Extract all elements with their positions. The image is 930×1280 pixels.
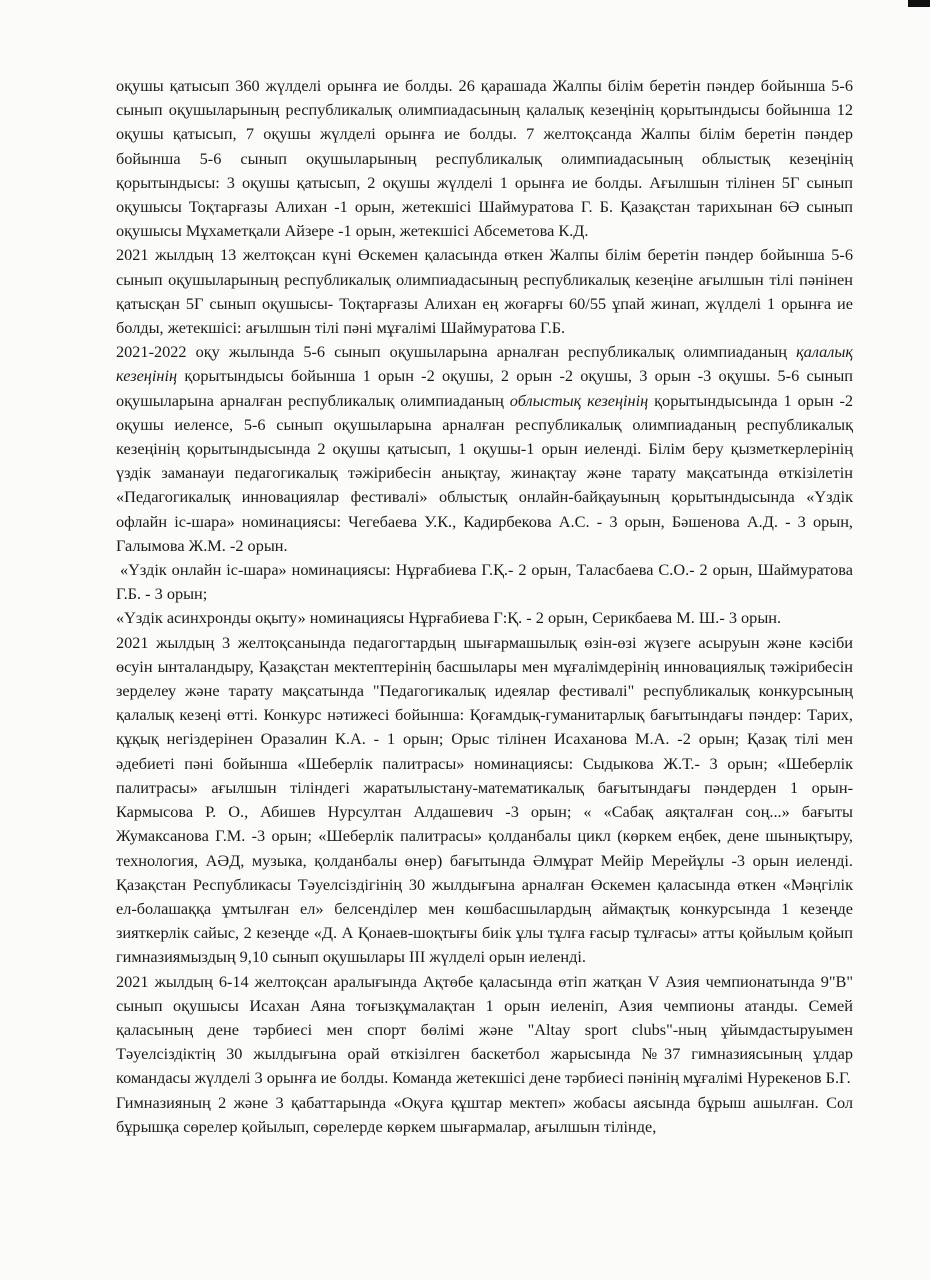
italic-text-run: қалалық кезеңінің — [116, 342, 853, 386]
text-run: «Үздік онлайн іс-шара» номинациясы: Нұрғабиева Г.Қ.- 2 орын, Таласбаева С.О.- 2 орын, Шаймуратова Г.Б. - 3 орын; — [116, 560, 853, 604]
text-run: 2021-2022 оқу жылында 5-6 сынып оқушыларына арналған республикалық олимпиаданың — [116, 342, 797, 362]
text-run: 2021 жылдың 6-14 желтоқсан аралығында Ақтөбе қаласында өтіп жатқан V Азия чемпионатында 9"В" сынып оқушысы Исахан Аяна тоғызқұмалақтан 1 орын иеленіп, Азия чемпионы атанды. Семей қаласының дене тәрбиесі мен спорт бөлімі және "Altay sport clubs"-ның ұйымдастыруымен Тәуелсіздіктің 30 жылдығына орай өткізілген баскетбол жарысында №37 гимназиясының ұлдар командасы жүлделі 3 орынға ие болды. Команда жетекшісі дене тәрбиесі пәнінің мұғалімі Нурекенов Б.Г. — [116, 971, 853, 1088]
document-page — [116, 74, 853, 1139]
italic-text-run: облыстық кезеңінің — [509, 390, 649, 410]
text-run: 2021 жылдың 13 желтоқсан күні Өскемен қаласында өткен Жалпы білім беретін пәндер бойынша 5-6 сынып оқушыларының республикалық олимпиадасының республикалық кезеңіне ағылшын тілі пәнінен қатысқан 5Г сынып оқушысы- Тоқтарғазы Алихан ең жоғарғы 60/55 ұпай жинап, жүлделі 1 орынға ие болды, жетекшісі: ағылшын тілі пәні мұғалімі Шаймуратова Г.Б. — [116, 245, 853, 338]
paragraph-ideas-festival — [116, 631, 853, 970]
paragraph-olympiad-results — [116, 74, 853, 243]
text-run: қорытындысында 1 орын -2 оқушы иеленсе, 5-6 сынып оқушыларына арналған республикалық олимпиаданың республикалық кезеңінің қорытындысында 2 оқушы қатысып, 1 оқушы-1 орын иеленді. Білім беру қызметкерлерінің үздік заманауи педагогикалық тәжірибесін анықтау, жинақтау және тарату мақсатында өткізілетін «Педагогикалық инновациялар фестивалі» облыстық онлайн-байқауының қорытындысында «Үздік офлайн іс-шара» номинациясы: Чегебаева У.К., Кадирбекова А.С. - 3 орын, Бәшенова А.Д. - 3 орын, Галымова Ж.М. -2 орын. — [116, 390, 854, 555]
paragraph-republican-stage — [116, 243, 853, 340]
paragraph-online-event-nomination — [116, 558, 853, 606]
paragraph-async-nomination — [116, 606, 853, 630]
text-run: «Үздік асинхронды оқыту» номинациясы Нұрғабиева Г:Қ. - 2 орын, Серикбаева М. Ш.- 3 орын. — [116, 608, 782, 628]
paragraph-2021-2022-results — [116, 340, 853, 558]
scan-corner-mark — [908, 0, 930, 7]
paragraph-reading-corner — [116, 1091, 853, 1139]
text-run: қорытындысы бойынша 1 орын -2 оқушы, 2 орын -2 оқушы, 3 орын -3 оқушы. 5-6 сынып оқушыларына арналған республикалық олимпиаданың — [116, 366, 853, 410]
text-run: оқушы қатысып 360 жүлделі орынға ие болды. 26 қарашада Жалпы білім беретін пәндер бойынша 5-6 сынып оқушыларының республикалық олимпиадасының қалалық кезеңінің қорытындысы бойынша 12 оқушы қатысып, 7 оқушы жүлделі орынға ие болды. 7 желтоқсанда Жалпы білім беретін пәндер бойынша 5-6 сынып оқушыларының республикалық олимпиадасының облыстық кезеңінің қорытындысы: 3 оқушы қатысып, 2 оқушы жүлделі 1 орынға ие болды. Ағылшын тілінен 5Г сынып оқушысы Тоқтарғазы Алихан -1 орын, жетекшісі Шаймуратова Г. Б. Қазақстан тарихынан 6Ә сынып оқушысы Мұхаметқали Айзере -1 орын, жетекшісі Абсеметова К.Д. — [116, 76, 853, 241]
text-run: Гимназияның 2 және 3 қабаттарында «Оқуға құштар мектеп» жобасы аясында бұрыш ашылған. Сол бұрышқа сөрелер қойылып, сөрелерде көркем шығармалар, ағылшын тілінде, — [116, 1092, 853, 1136]
paragraph-asia-championship — [116, 970, 853, 1091]
text-run: 2021 жылдың 3 желтоқсанында педагогтардың шығармашылық өзін-өзі жүзеге асыруын және кәсіби өсуін ынталандыру, Қазақстан мектептерінің басшылары мен мұғалімдерінің инновациялық тәжірибесін зерделеу және тарату мақсатында "Педагогикалық идеялар фестивалі" республикалық конкурсының қалалық кезеңі өтті. Конкурс нәтижесі бойынша: Қоғамдық-гуманитарлық бағытындағы пәндер: Тарих, құқық негіздерінен Оразалин К.А. - 1 орын; Орыс тілінен Исаханова М.А. -2 орын; Қазақ тілі мен әдебиеті пәні бойынша «Шеберлік палитрасы» номинациясы: Сыдыкова Ж.Т.- 3 орын; «Шеберлік палитрасы» ағылшын тіліндегі жаратылыстану-математикалық бағытындағы пәндерден 1 орын- Кармысова Р. О., Абишев Нурсултан Алдашевич -3 орын; « «Сабақ аяқталған соң...» бағыты Жумаксанова Г.М. -3 орын; «Шеберлік палитрасы» қолданбалы цикл (көркем еңбек, дене шынықтыру, технология, АӘД, музыка, қолданбалы өнер) бағытында Әлмұрат Мейір Мерейұлы -3 орын иеленді. Қазақстан Республикасы Тәуелсіздігінің 30 жылдығына арналған Өскемен қаласында өткен «Мәңгілік ел-болашаққа ұмтылған ел» белсенділер мен көшбасшылардың аймақтық конкурсында 1 кезеңде зияткерлік сайыс, 2 кезеңде «Д. А Қонаев-шоқтығы биік ұлы тұлға ғасыр тұлғасы» атты қойылым қойып гимназиямыздың 9,10 сынып оқушылары ІІІ жүлделі орын иеленді. — [116, 632, 853, 967]
